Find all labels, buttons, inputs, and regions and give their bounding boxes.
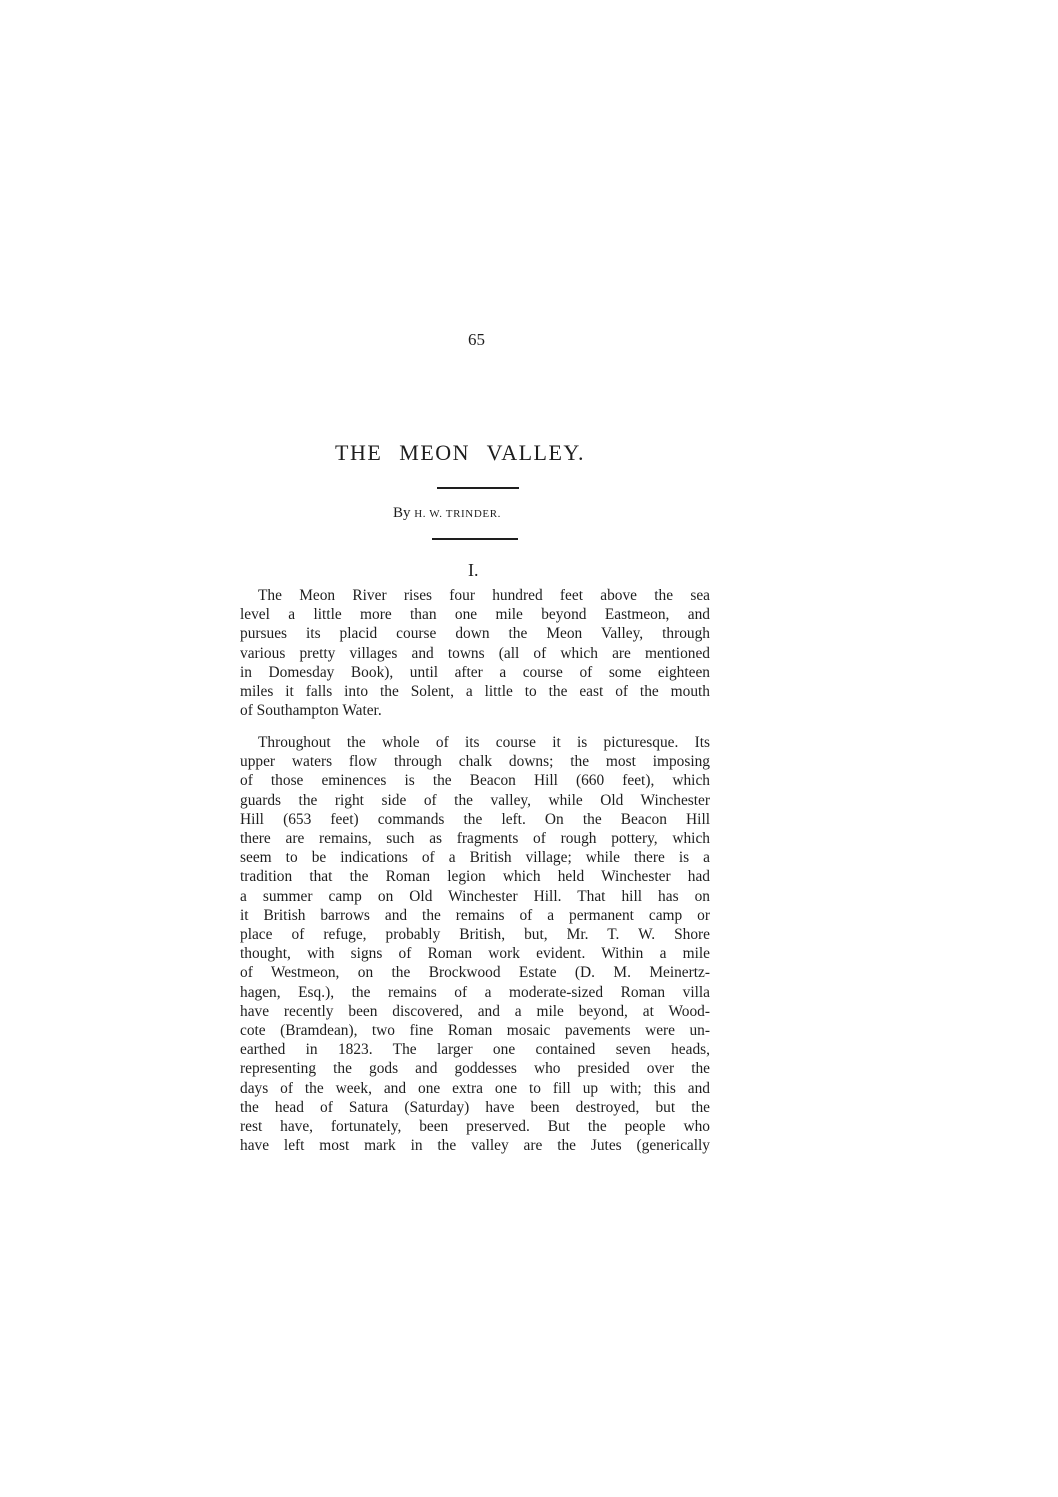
text-line: hagen, Esq.), the remains of a moderate-sized Roman villa [240,983,710,1001]
text-line: rest have, fortunately, been preserved. But the people who [240,1118,710,1136]
text-line: Hill (653 feet) commands the left. On the Beacon Hill [240,810,710,828]
text-line: representing the gods and goddesses who presided over the [240,1060,710,1078]
text-line: there are remains, such as fragments of rough pottery, which [240,830,710,848]
text-line: have recently been discovered, and a mile beyond, at Wood- [240,1002,710,1020]
section-number: I. [468,560,479,580]
page-number: 65 [468,330,485,349]
text-line: the head of Satura (Saturday) have been destroyed, but the [240,1098,710,1116]
title-rule [437,487,519,489]
byline-prefix: By [393,505,411,521]
article-title: THE MEON VALLEY. [335,440,585,465]
paragraph-2 [240,733,710,1155]
text-line: miles it falls into the Solent, a little to the east of the mouth [240,683,710,701]
text-line: level a little more than one mile beyond Eastmeon, and [240,606,710,624]
text-line: seem to be indications of a British village; while there is a [240,849,710,867]
text-line: upper waters flow through chalk downs; the most imposing [240,753,710,771]
byline-rule [432,538,518,540]
text-line: it British barrows and the remains of a permanent camp or [240,906,710,924]
author-name: H. W. TRINDER. [414,508,501,520]
text-line: days of the week, and one extra one to fill up with; this and [240,1079,710,1097]
text-line: The Meon River rises four hundred feet above the sea [258,587,710,604]
text-line: pursues its placid course down the Meon Valley, through [240,625,710,643]
paragraph-1 [240,586,710,720]
text-line: of Westmeon, on the Brockwood Estate (D. M. Meinertz- [240,964,710,982]
text-line: have left most mark in the valley are the Jutes (generically [240,1137,710,1155]
text-line: thought, with signs of Roman work evident. Within a mile [240,945,710,963]
text-line: of Southampton Water. [240,702,382,720]
text-line: in Domesday Book), until after a course of some eighteen [240,663,710,681]
text-line: place of refuge, probably British, but, Mr. T. W. Shore [240,926,710,944]
text-line: guards the right side of the valley, while Old Winchester [240,791,710,809]
text-line: Throughout the whole of its course it is picturesque. Its [258,734,710,751]
text-line: of those eminences is the Beacon Hill (660 feet), which [240,772,710,790]
byline [393,505,501,522]
text-line: various pretty villages and towns (all of which are mentioned [240,644,710,662]
text-line: earthed in 1823. The larger one contained seven heads, [240,1041,710,1059]
text-line: cote (Bramdean), two fine Roman mosaic pavements were un- [240,1022,710,1040]
text-line: tradition that the Roman legion which held Winchester had [240,868,710,886]
text-line: a summer camp on Old Winchester Hill. That hill has on [240,887,710,905]
